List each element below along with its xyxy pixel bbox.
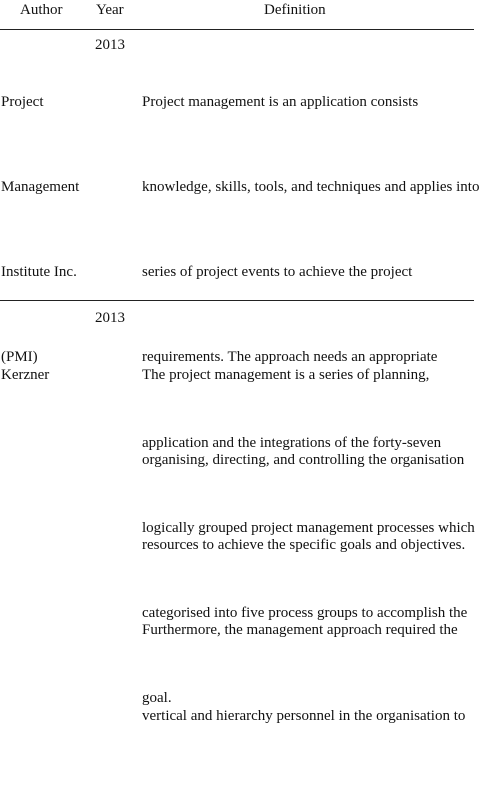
row-1-definition-line: application and the integrations of the forty-seven [142, 434, 442, 451]
row-1-definition-line: goal. [142, 690, 172, 707]
row-2-definition-line: The project management is a series of planning, [142, 366, 430, 383]
row-2-definition-line: vertical and hierarchy personnel in the organisation to [142, 707, 466, 724]
header-author: Author [20, 2, 63, 18]
row-1-author-line: Management [1, 179, 80, 196]
header-year: Year [96, 2, 124, 18]
table-header-row [0, 0, 474, 30]
row-2-author-line: Kerzner [1, 366, 50, 383]
row-1-definition-line: Project management is an application consists [142, 93, 419, 110]
row-1-author-line: Institute Inc. [1, 264, 77, 281]
row-1-definition-line: logically grouped project management processes which [142, 519, 475, 536]
header-definition: Definition [264, 2, 326, 18]
row-divider [0, 300, 474, 301]
row-2-year: 2013 [95, 310, 125, 326]
row-1-definition-line: knowledge, skills, tools, and techniques and applies into [142, 179, 479, 196]
row-2-definition [142, 304, 465, 787]
row-1-definition-line: series of project events to achieve the project [142, 264, 413, 281]
row-1-definition-line: categorised into five process groups to accomplish the [142, 605, 468, 622]
header-rule [0, 29, 474, 30]
row-2-author [1, 304, 49, 446]
row-2-definition-line: organising, directing, and controlling the organisation [142, 452, 465, 469]
row-1-author-line: Project [1, 93, 44, 110]
row-1-year: 2013 [95, 37, 125, 53]
row-1-definition-line: requirements. The approach needs an appropriate [142, 349, 438, 366]
row-2-definition-line: resources to achieve the specific goals and objectives. [142, 537, 466, 554]
row-1-author-line: (PMI) [1, 349, 38, 366]
row-2-definition-line: Furthermore, the management approach required the [142, 622, 458, 639]
